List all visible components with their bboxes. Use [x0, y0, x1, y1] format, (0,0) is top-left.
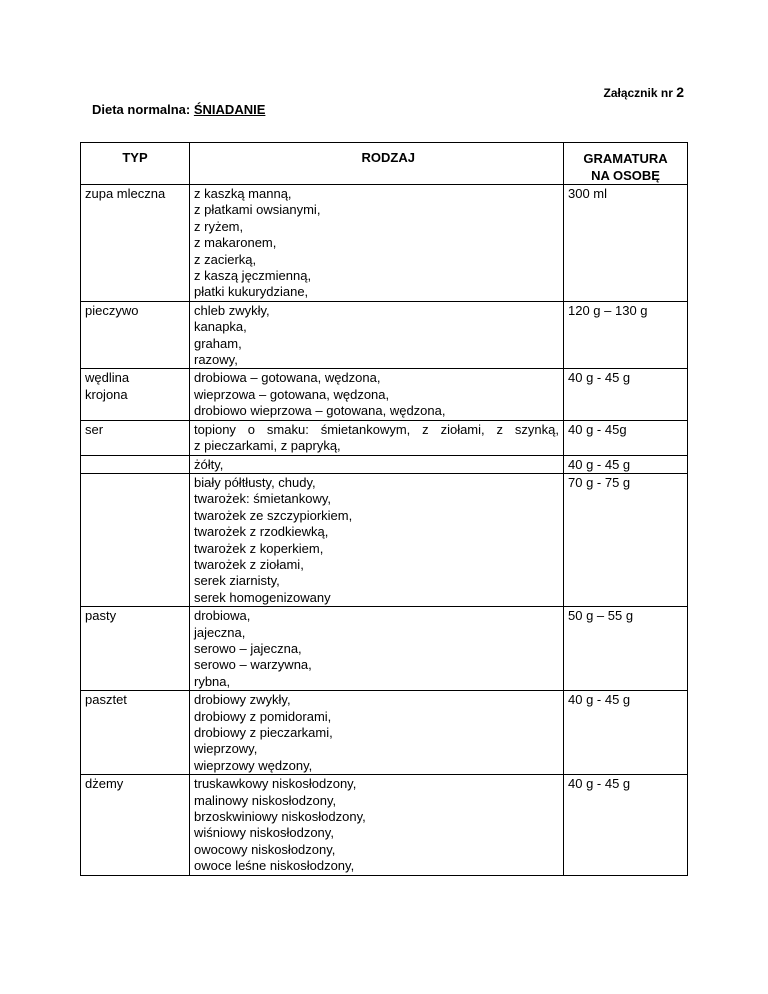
- rodzaj-item: twarożek: śmietankowy,: [194, 491, 332, 507]
- rodzaj-item: biały półtłusty, chudy,: [194, 474, 316, 490]
- rodzaj-item: serek ziarnisty,: [194, 573, 280, 589]
- cell-rodzaj: [190, 775, 564, 875]
- page-heading: [92, 102, 265, 117]
- rodzaj-item: kanapka,: [194, 319, 247, 335]
- rodzaj-item: z ryżem,: [194, 218, 244, 234]
- cell-gramatura: [564, 420, 688, 455]
- rodzaj-item: z zacierką,: [194, 251, 257, 267]
- heading-meal: ŚNIADANIE: [193, 102, 266, 117]
- rodzaj-item: wieprzowy,: [194, 741, 258, 757]
- table-row: [81, 420, 688, 455]
- rodzaj-item: twarożek ze szczypiorkiem,: [194, 507, 353, 523]
- gramatura-value: 70 g - 75 g: [568, 474, 631, 490]
- table-row: [81, 775, 688, 875]
- table-header-row: [81, 143, 688, 185]
- rodzaj-item: płatki kukurydziane,: [194, 284, 309, 300]
- rodzaj-item: z pieczarkami, z papryką,: [194, 438, 341, 454]
- header-gramatura-line2: NA OSOBĘ: [591, 168, 660, 183]
- rodzaj-item: drobiowy z pieczarkami,: [194, 725, 333, 740]
- gramatura-value: 50 g – 55 g: [568, 608, 634, 624]
- cell-typ: [81, 420, 190, 455]
- table-row: [81, 607, 688, 691]
- diet-table: [80, 142, 688, 876]
- table-row: [81, 301, 688, 369]
- table-row: [81, 185, 688, 302]
- typ-text: pieczywo: [85, 302, 139, 318]
- cell-gramatura: [564, 691, 688, 775]
- rodzaj-item: topiony o smaku: śmietankowym, z ziołami, z szynką,: [194, 421, 559, 437]
- heading-prefix: Dieta normalna:: [92, 102, 191, 117]
- cell-typ: [81, 185, 190, 302]
- rodzaj-item: truskawkowy niskosłodzony,: [194, 776, 357, 792]
- header-gramatura: [564, 143, 688, 185]
- annex-label: [604, 84, 685, 100]
- cell-gramatura: [564, 607, 688, 691]
- rodzaj-item: serowo – warzywna,: [194, 657, 312, 673]
- table-row: [81, 473, 688, 606]
- rodzaj-item: serek homogenizowany: [194, 589, 331, 605]
- annex-text: Załącznik nr: [603, 86, 673, 100]
- cell-gramatura: [564, 775, 688, 875]
- rodzaj-item: wiśniowy niskosłodzony,: [194, 825, 334, 841]
- table-row: [81, 455, 688, 473]
- cell-typ: [81, 369, 190, 420]
- gramatura-value: 40 g - 45 g: [568, 776, 631, 792]
- cell-rodzaj: [190, 607, 564, 691]
- cell-gramatura: [564, 369, 688, 420]
- cell-typ: [81, 473, 190, 606]
- cell-typ: [81, 607, 190, 691]
- rodzaj-item: twarożek z koperkiem,: [194, 540, 324, 556]
- cell-rodzaj: [190, 369, 564, 420]
- rodzaj-item: chleb zwykły,: [194, 302, 270, 318]
- rodzaj-item: żółty,: [194, 456, 224, 472]
- rodzaj-item: z kaszą jęczmienną,: [194, 268, 312, 284]
- rodzaj-item: z makaronem,: [194, 235, 277, 251]
- gramatura-value: 40 g - 45 g: [568, 370, 631, 386]
- rodzaj-item: z płatkami owsianymi,: [194, 202, 321, 218]
- rodzaj-item: wieprzowa – gotowana, wędzona,: [194, 386, 390, 402]
- cell-gramatura: [564, 301, 688, 369]
- rodzaj-item: owocowy niskosłodzony,: [194, 841, 336, 857]
- cell-rodzaj: [190, 420, 564, 455]
- cell-rodzaj: [190, 301, 564, 369]
- rodzaj-item: malinowy niskosłodzony,: [194, 792, 337, 808]
- cell-gramatura: [564, 455, 688, 473]
- rodzaj-item: graham,: [194, 335, 242, 351]
- gramatura-value: 120 g – 130 g: [568, 302, 648, 318]
- rodzaj-item: drobiowa – gotowana, wędzona,: [194, 370, 381, 386]
- header-typ: TYP: [81, 143, 190, 185]
- cell-gramatura: [564, 185, 688, 302]
- typ-text: dżemy: [85, 776, 124, 792]
- header-rodzaj: RODZAJ: [190, 143, 564, 185]
- rodzaj-item: z kaszką manną,: [194, 186, 292, 201]
- cell-rodzaj: [190, 185, 564, 302]
- rodzaj-item: drobiowa,: [194, 608, 251, 624]
- header-gramatura-line1: GRAMATURA: [583, 151, 668, 166]
- cell-typ: [81, 691, 190, 775]
- typ-text: ser: [85, 421, 104, 437]
- rodzaj-item: wieprzowy wędzony,: [194, 757, 313, 773]
- annex-number: 2: [676, 84, 684, 100]
- gramatura-value: 40 g - 45g: [568, 421, 627, 437]
- cell-typ: [81, 775, 190, 875]
- gramatura-value: 40 g - 45 g: [568, 456, 631, 472]
- rodzaj-item: drobiowy z pomidorami,: [194, 708, 332, 724]
- typ-text: zupa mleczna: [85, 186, 166, 201]
- rodzaj-item: twarożek z rzodkiewką,: [194, 524, 329, 540]
- gramatura-value: 300 ml: [568, 186, 608, 201]
- rodzaj-item: jajeczna,: [194, 624, 246, 640]
- cell-rodzaj: [190, 473, 564, 606]
- rodzaj-item: drobiowo wieprzowa – gotowana, wędzona,: [194, 403, 446, 419]
- cell-gramatura: [564, 473, 688, 606]
- rodzaj-item: serowo – jajeczna,: [194, 640, 302, 656]
- cell-typ: [81, 455, 190, 473]
- typ-text: pasztet: [85, 692, 127, 708]
- rodzaj-item: drobiowy zwykły,: [194, 692, 291, 708]
- typ-text: krojona: [85, 386, 128, 402]
- cell-rodzaj: [190, 691, 564, 775]
- rodzaj-item: owoce leśne niskosłodzony,: [194, 858, 355, 874]
- typ-text: pasty: [85, 608, 117, 624]
- typ-text: wędlina: [85, 370, 130, 386]
- cell-rodzaj: [190, 455, 564, 473]
- gramatura-value: 40 g - 45 g: [568, 692, 631, 708]
- rodzaj-item: twarożek z ziołami,: [194, 556, 304, 572]
- rodzaj-item: razowy,: [194, 352, 238, 368]
- rodzaj-item: brzoskwiniowy niskosłodzony,: [194, 809, 366, 825]
- cell-typ: [81, 301, 190, 369]
- table-row: [81, 369, 688, 420]
- table-body: [81, 185, 688, 876]
- table-row: [81, 691, 688, 775]
- rodzaj-item: rybna,: [194, 673, 231, 689]
